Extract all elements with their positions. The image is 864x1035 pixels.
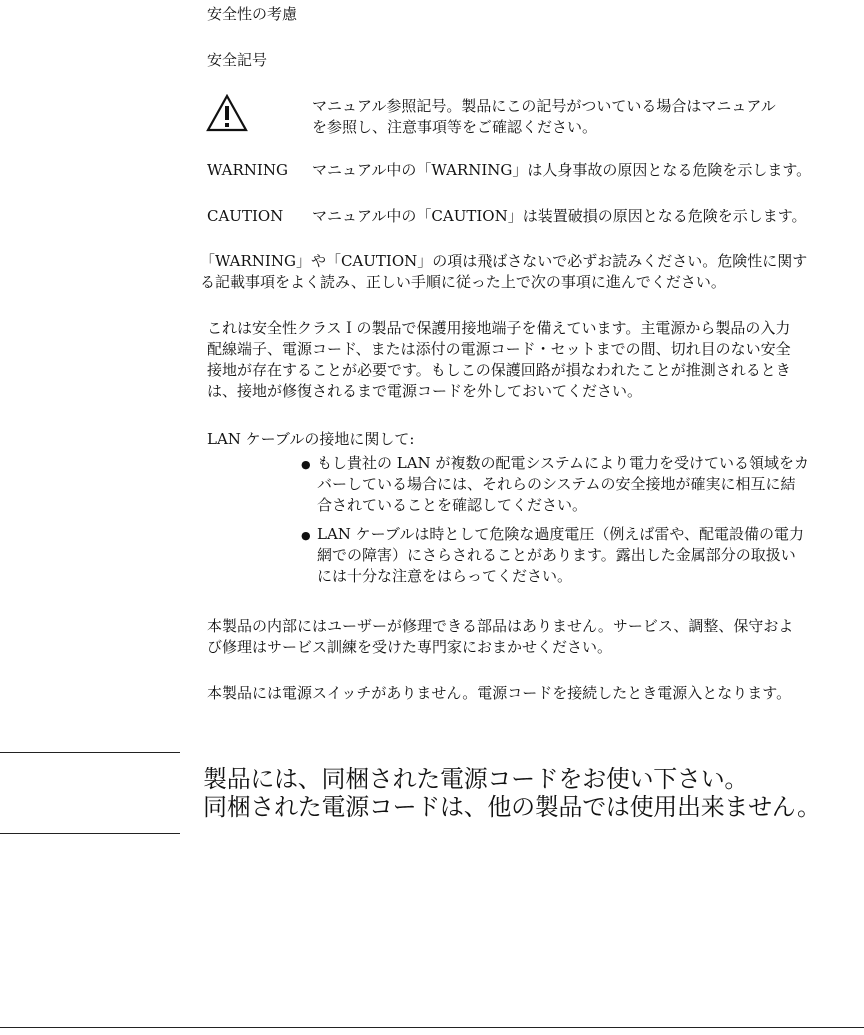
caution-description [312, 206, 807, 227]
warning-description [312, 160, 811, 181]
text-line: 合されていることを確認してください。 [317, 496, 588, 514]
warning-term [207, 160, 288, 181]
list-item [317, 524, 804, 587]
lan-grounding-heading [207, 429, 414, 450]
text-line: これは安全性クラスＩの製品で保護用接地端子を備えています。主電源から製品の入力 [207, 319, 791, 337]
divider [0, 833, 180, 834]
text-line: 配線端子、電源コード、または添付の電源コード・セットまでの間、切れ目のない安全 [207, 340, 791, 358]
bullet-dot-icon: ● [301, 458, 311, 471]
text-line: マニュアル参照記号。製品にこの記号がついている場合はマニュアル [312, 97, 776, 115]
text-line: LAN ケーブルは時として危険な過度電圧（例えば雷や、配電設備の電力 [317, 525, 805, 543]
page-bottom-rule [0, 1027, 864, 1028]
power-cord-note [203, 765, 821, 821]
text-line: 同梱された電源コードは、他の製品では使用出来ません。 [203, 793, 821, 821]
term-text: WARNING [207, 161, 288, 179]
text-line: 網での障害）にさらされることがあります。露出した金属部分の取扱い [317, 546, 796, 564]
manual-symbol-description [312, 96, 776, 138]
paragraph-read-warnings [200, 251, 807, 293]
text-line: マニュアル中の「CAUTION」は装置破損の原因となる危険を示します。 [312, 207, 807, 225]
section-title-text: 安全性の考慮 [207, 5, 298, 23]
section-title-safety-symbols [207, 50, 267, 71]
text-line: バーしている場合には、それらのシステムの安全接地が確実に相互に結 [317, 475, 796, 493]
text-line: る記載事項をよく読み、正しい手順に従った上で次の事項に進んでください。 [200, 273, 726, 291]
text-line: 製品には、同梱された電源コードをお使い下さい。 [203, 765, 749, 793]
warning-triangle-icon [206, 94, 248, 132]
text-line: び修理はサービス訓練を受けた専門家におまかせください。 [207, 638, 613, 656]
section-title-text: 安全記号 [207, 51, 268, 69]
text-line: は、接地が修復されるまで電源コードを外しておいてください。 [207, 382, 643, 400]
text-line: もし貴社の LAN が複数の配電システムにより電力を受けている領域をカ [317, 454, 809, 472]
text-line: 本製品には電源スイッチがありません。電源コードを接続したとき電源入となります。 [207, 684, 792, 702]
term-text: CAUTION [207, 207, 284, 225]
text-line: LAN ケーブルの接地に関して: [207, 430, 415, 448]
text-line: には十分な注意をはらってください。 [317, 567, 573, 585]
text-line: 本製品の内部にはユーザーが修理できる部品はありません。サービス、調整、保守およ [207, 617, 794, 635]
divider [0, 752, 180, 753]
caution-term [207, 206, 283, 227]
text-line: 「WARNING」や「CAUTION」の項は飛ばさないで必ずお読みください。危険性に関す [200, 252, 808, 270]
paragraph-power-switch [207, 683, 791, 704]
text-line: 接地が存在することが必要です。もしこの保護回路が損なわれたことが推測されるとき [207, 361, 791, 379]
section-title-safety-considerations [207, 4, 297, 25]
list-item [317, 453, 809, 516]
paragraph-safety-class [207, 318, 791, 402]
paragraph-service [207, 616, 793, 658]
text-line: マニュアル中の「WARNING」は人身事故の原因となる危険を示します。 [312, 161, 812, 179]
bullet-dot-icon: ● [301, 529, 311, 542]
text-line: を参照し、注意事項等をご確認ください。 [312, 118, 598, 136]
